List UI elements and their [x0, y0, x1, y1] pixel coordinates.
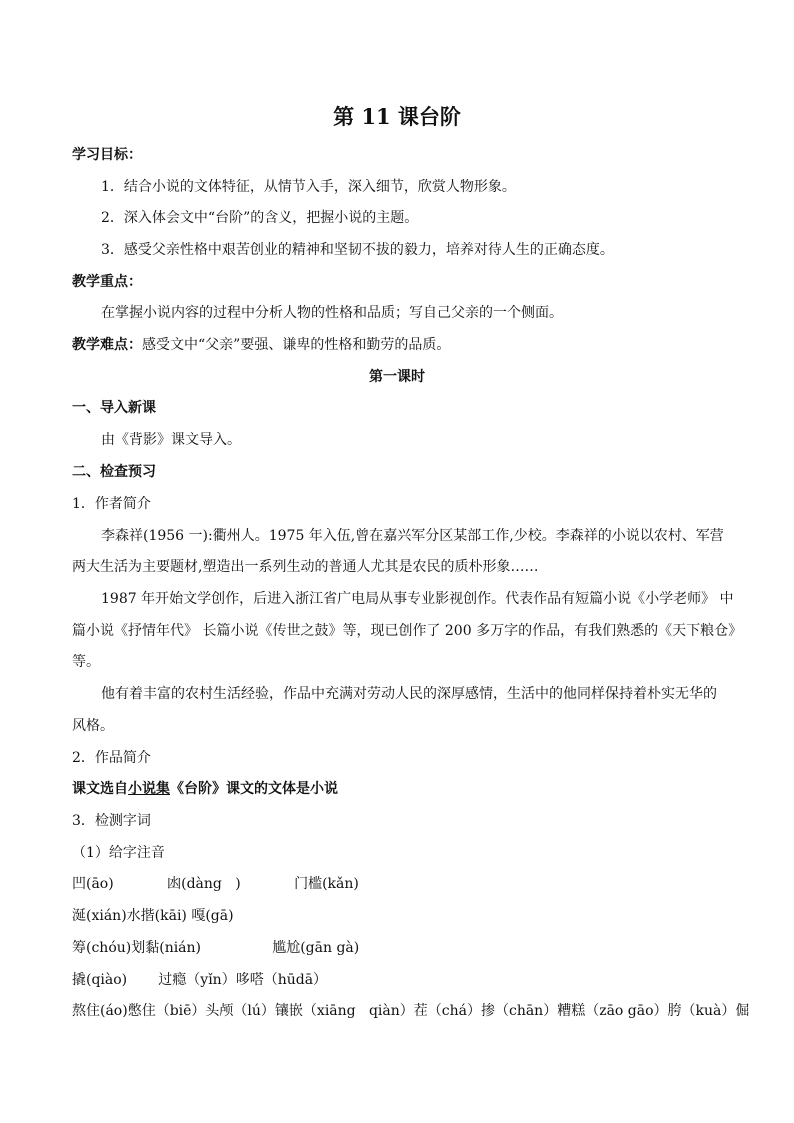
pinyin-line: 凹(āo) 凼(dàng ) 门槛(kǎn): [72, 876, 359, 892]
author-line: 等。: [72, 654, 100, 670]
key-points-text: 在掌握小说内容的过程中分析人物的性格和品质；写自己父亲的一个侧面。: [101, 305, 563, 321]
pinyin-line: 熬住(áo)憋住（biē）头颅（lú）镶嵌（xiāng qiàn）茬（chá）掺（chān）糟糕（zāo gāo）胯（kuà）倔: [72, 1003, 750, 1019]
page-title: 第 11 课台阶: [333, 104, 461, 129]
lesson-heading: 第一课时: [369, 369, 425, 385]
author-line: 他有着丰富的农村生活经验，作品中充满对劳动人民的深厚感情，生活中的他同样保持着朴实无华的: [101, 686, 717, 702]
work-line: [72, 779, 732, 799]
pinyin-line: 筹(chóu)划黏(nián) 尴尬(gān gà): [72, 940, 360, 956]
section-1-heading: 一、导入新课: [72, 400, 156, 416]
key-points-heading: 教学重点：: [72, 274, 142, 290]
pinyin-heading: （1）给字注音: [72, 845, 165, 861]
difficulty-line: [72, 335, 732, 355]
section-1-text: 由《背影》课文导入。: [101, 432, 241, 448]
author-heading: 1．作者简介: [72, 496, 151, 512]
objective-item-2: 2．深入体会文中“台阶”的含义，把握小说的主题。: [101, 210, 419, 226]
author-line: 两大生活为主要题材,塑造出一系列生动的普通人尤其是农民的质朴形象……: [72, 559, 539, 575]
words-heading: 3．检测字词: [72, 813, 151, 829]
work-heading: 2．作品简介: [72, 750, 151, 766]
pinyin-line: 撬(qiào) 过瘾（yǐn）哆嗒（hūdā）: [72, 972, 328, 988]
work-prefix: 课文选自: [72, 781, 128, 797]
objective-item-1: 1．结合小说的文体特征，从情节入手，深入细节，欣赏人物形象。: [101, 179, 516, 195]
author-line: 风格。: [72, 718, 114, 734]
objective-item-3: 3．感受父亲性格中艰苦创业的精神和坚韧不拔的毅力，培养对待人生的正确态度。: [101, 242, 614, 258]
section-2-heading: 二、检查预习: [72, 464, 156, 480]
author-line: 篇小说《抒情年代》 长篇小说《传世之鼓》等，现已创作了 200 多万字的作品，有我们熟悉的《天下粮仓》: [72, 623, 743, 639]
work-suffix: 《台阶》课文的文体是小说: [170, 781, 338, 797]
difficulty-label: 教学难点：: [72, 337, 142, 353]
author-line: 1987 年开始文学创作，后进入浙江省广电局从事专业影视创作。代表作品有短篇小说《小学老师》 中: [101, 591, 734, 607]
objectives-heading: 学习目标：: [72, 147, 142, 163]
author-line: 李森祥(1956 一):衢州人。1975 年入伍,曾在嘉兴军分区某部工作,少校。李森祥的小说以农村、军营: [101, 528, 724, 544]
difficulty-text: 感受文中“父亲”要强、谦卑的性格和勤劳的品质。: [142, 337, 451, 353]
work-collection: 小说集: [128, 781, 170, 797]
pinyin-line: 涎(xián)水揩(kāi) 嘎(gā): [72, 908, 234, 924]
